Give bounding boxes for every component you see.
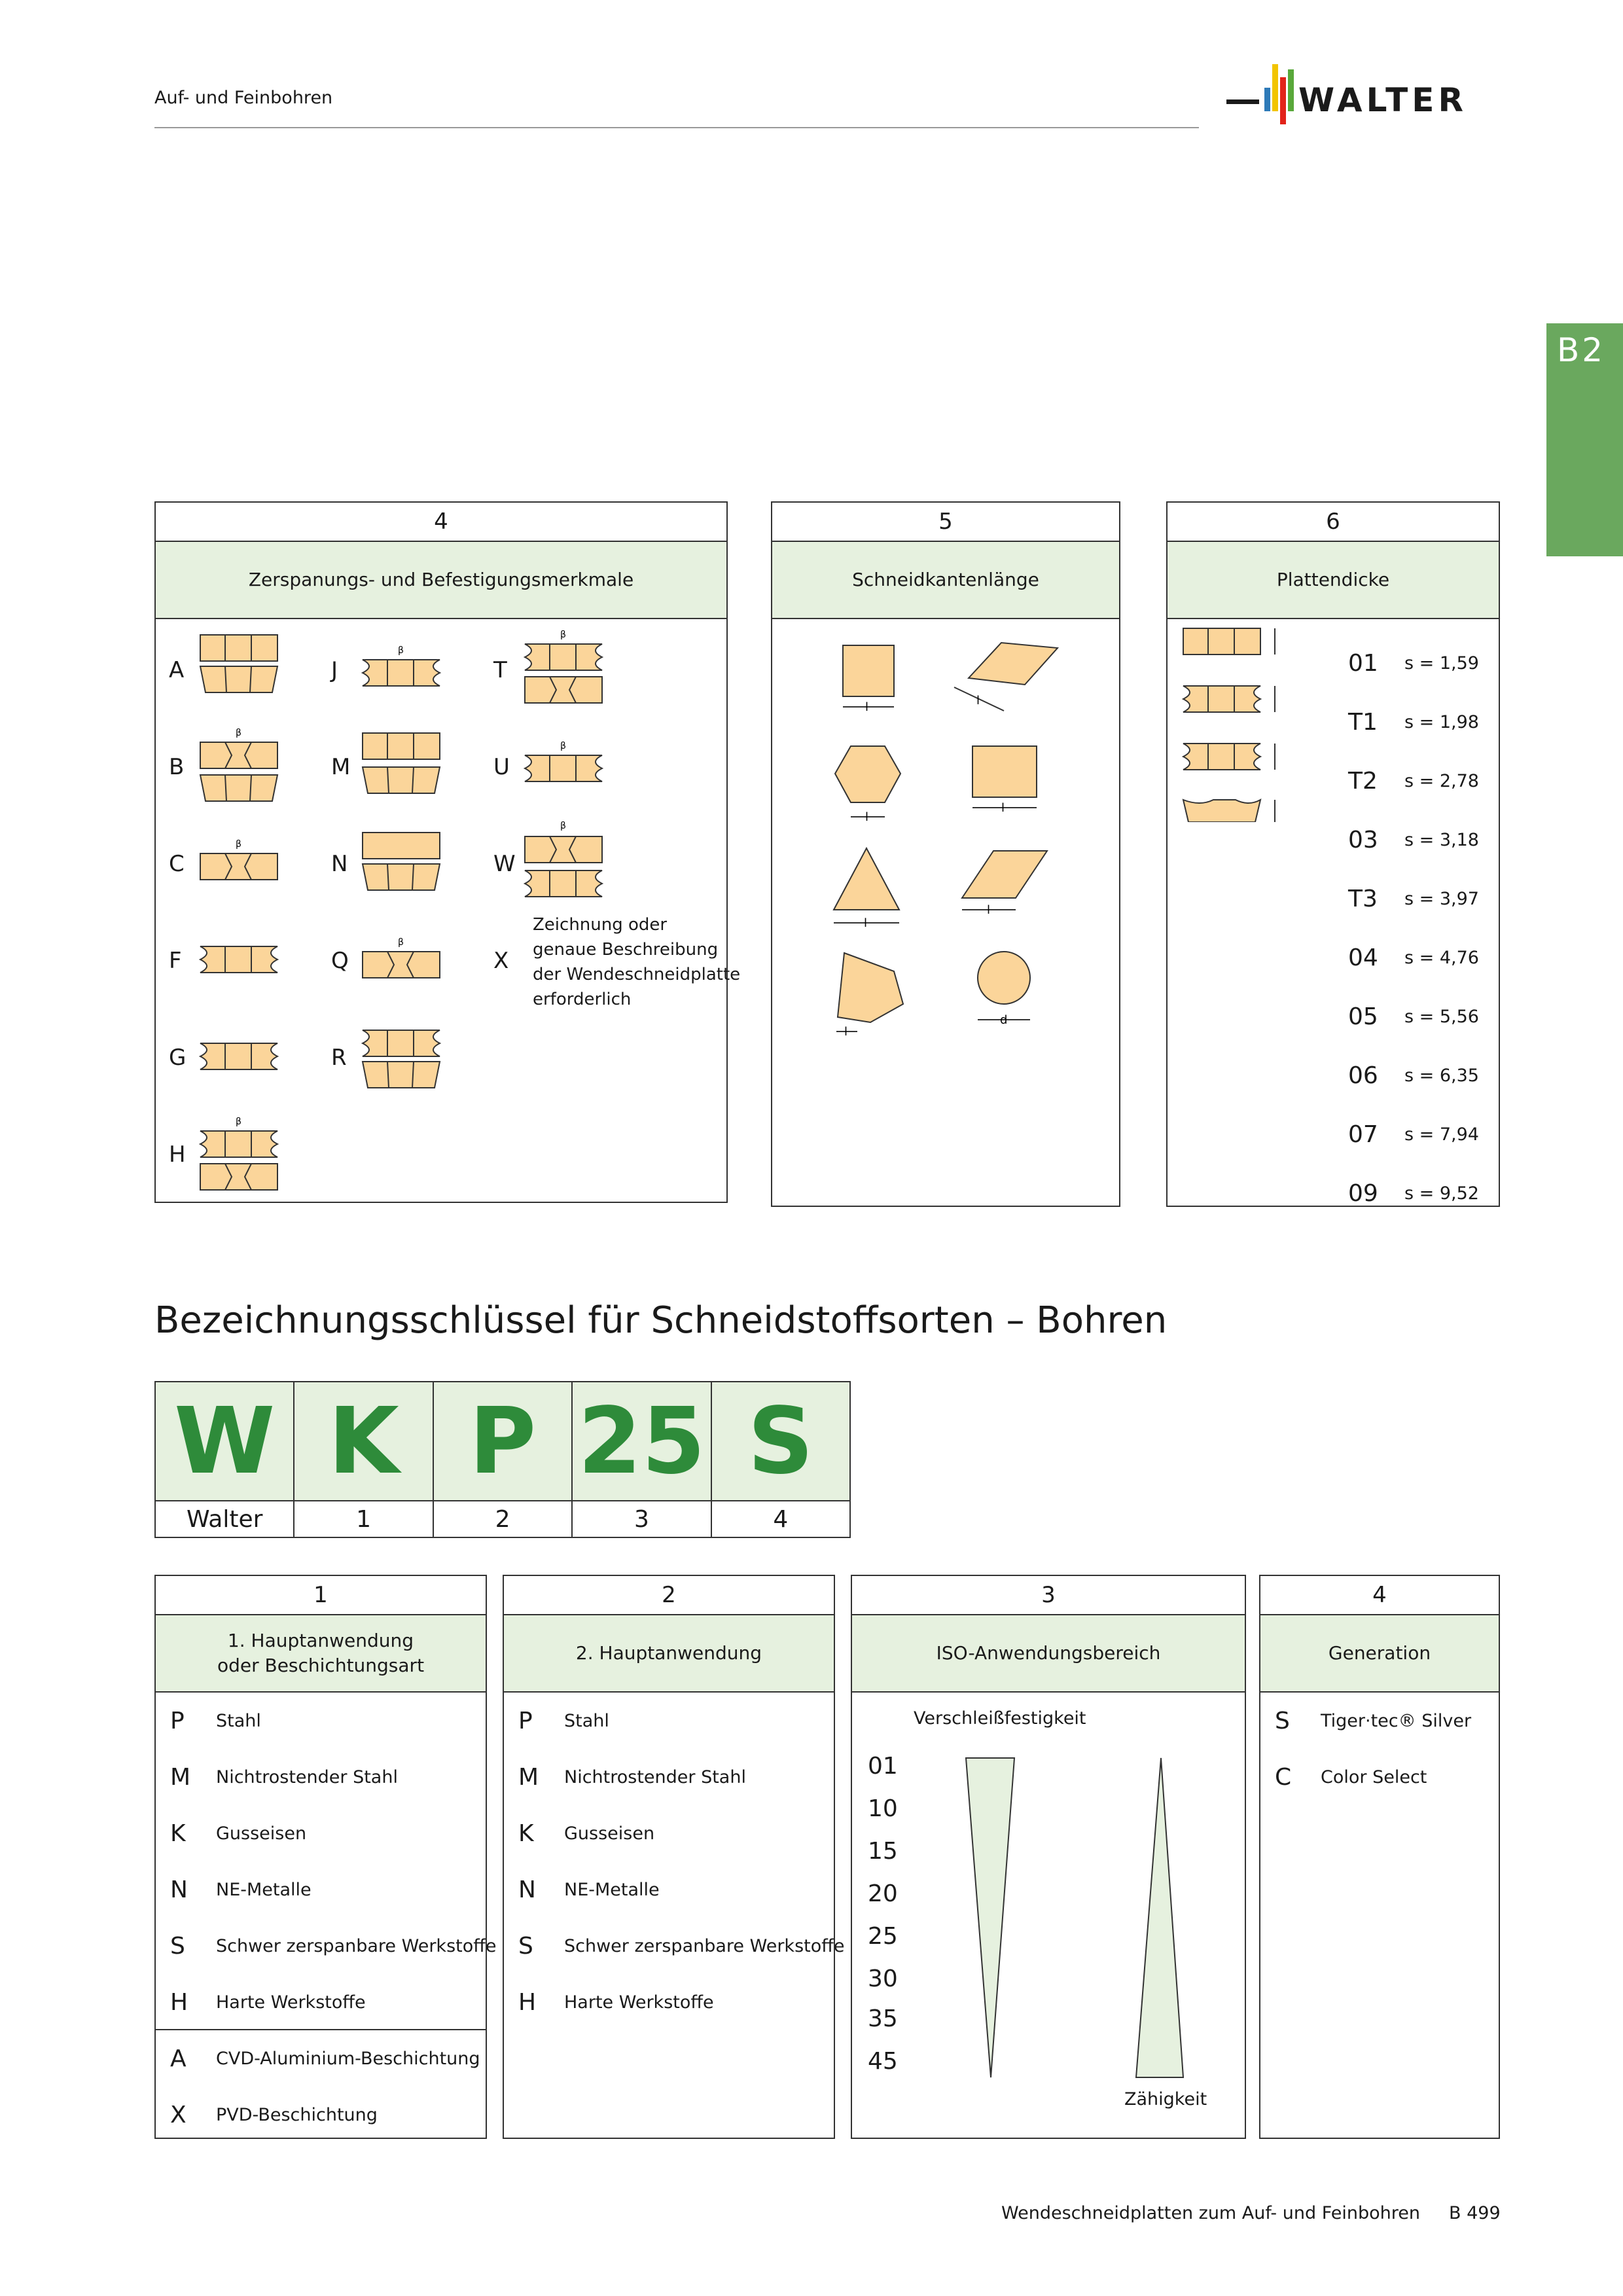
- table-4-number: 4: [156, 503, 726, 542]
- d4-list: [1275, 1693, 1471, 1805]
- feature-letter-n: N: [331, 851, 348, 877]
- svg-text:β: β: [236, 728, 241, 738]
- walter-logo: [1226, 60, 1501, 132]
- thickness-row: 06 s = 6,35: [1348, 1062, 1479, 1089]
- section-title: Bezeichnungsschlüssel für Schneidstoffsorten – Bohren: [154, 1299, 1168, 1342]
- list-item: N NE-Metalle: [170, 1876, 312, 1903]
- thickness-insert-icons: [1181, 626, 1292, 822]
- table-d4-generation: [1259, 1575, 1500, 2139]
- feature-letter-t: T: [493, 657, 507, 683]
- note-line-4: erforderlich: [533, 990, 632, 1009]
- insert-n-icon: [361, 831, 442, 893]
- feature-letter-w: W: [493, 851, 516, 877]
- insert-u-icon: [524, 740, 605, 785]
- toughness-wedge: [1136, 1758, 1183, 2077]
- d3-title: ISO-Anwendungsbereich: [852, 1615, 1245, 1693]
- d1-title-line-2: oder Beschichtungsart: [217, 1655, 425, 1676]
- thickness-list: [1348, 634, 1479, 1223]
- list-item: H Harte Werkstoffe: [170, 1988, 366, 2016]
- svg-text:β: β: [236, 839, 241, 850]
- insert-t-icon: [524, 628, 605, 706]
- list-item: N NE-Metalle: [518, 1876, 660, 1903]
- key-cell-1: K: [294, 1382, 433, 1500]
- svg-text:β: β: [398, 645, 404, 656]
- insert-a-icon: [199, 634, 280, 695]
- svg-text:l: l: [976, 694, 980, 708]
- svg-text:l: l: [865, 810, 869, 824]
- list-item: S Tiger·tec® Silver: [1275, 1707, 1472, 1734]
- round-insert-icon: [969, 949, 1047, 1041]
- svg-text:d: d: [1000, 1013, 1008, 1027]
- thickness-row: T2 s = 2,78: [1348, 767, 1479, 795]
- thickness-row: T3 s = 3,97: [1348, 885, 1479, 912]
- thickness-row: T1 s = 1,98: [1348, 708, 1479, 736]
- insert-q-icon: [361, 936, 442, 982]
- d3-value: 35: [868, 2005, 898, 2032]
- key-label-2: 2: [434, 1501, 573, 1538]
- d1-list: [170, 1693, 496, 2143]
- square-insert-icon: [831, 641, 903, 720]
- list-item: P Stahl: [518, 1707, 609, 1734]
- feature-letter-f: F: [169, 948, 182, 974]
- list-item: H Harte Werkstoffe: [518, 1988, 714, 2016]
- d3-value: 25: [868, 1923, 898, 1950]
- thickness-row: 09 s = 9,52: [1348, 1179, 1479, 1207]
- d3-wedge-diagram: [962, 1754, 1191, 2081]
- feature-letter-q: Q: [331, 948, 349, 974]
- pentagon-insert-icon: [831, 949, 910, 1041]
- d3-toughness-label: Zähigkeit: [1124, 2089, 1207, 2109]
- insert-j-icon: [361, 644, 442, 690]
- note-line-1: Zeichnung oder: [533, 915, 668, 935]
- d3-value: 45: [868, 2048, 898, 2075]
- svg-text:l: l: [864, 916, 868, 930]
- page-header-title: Auf- und Feinbohren: [154, 88, 333, 108]
- list-item: S Schwer zerspanbare Werkstoffe: [518, 1932, 845, 1960]
- feature-letter-u: U: [493, 754, 510, 780]
- list-item: C Color Select: [1275, 1763, 1427, 1791]
- d3-number: 3: [852, 1576, 1245, 1615]
- key-label-brand: Walter: [156, 1501, 294, 1538]
- d2-list: [518, 1693, 844, 2030]
- svg-text:β: β: [236, 1117, 241, 1127]
- thickness-row: 04 s = 4,76: [1348, 944, 1479, 971]
- hexagon-insert-icon: [831, 740, 910, 825]
- feature-letter-c: C: [169, 851, 185, 877]
- key-cell-2: P: [434, 1382, 573, 1500]
- d3-wear-resistance-label: Verschleißfestigkeit: [914, 1708, 1086, 1729]
- svg-text:β: β: [560, 821, 566, 831]
- feature-letter-x: X: [493, 948, 509, 974]
- svg-text:β: β: [560, 630, 566, 640]
- header-rule: [154, 127, 1199, 128]
- d2-title: 2. Hauptanwendung: [504, 1615, 834, 1693]
- table-5-title: Schneidkantenlänge: [772, 542, 1119, 619]
- d3-value: 01: [868, 1753, 898, 1780]
- insert-f-icon: [199, 944, 280, 977]
- feature-x-note: [533, 912, 740, 1012]
- d2-number: 2: [504, 1576, 834, 1615]
- svg-text:l: l: [865, 700, 869, 714]
- feature-letter-b: B: [169, 754, 185, 780]
- key-label-4: 4: [773, 1506, 789, 1533]
- thickness-row: 07 s = 7,94: [1348, 1121, 1479, 1148]
- feature-letter-j: J: [331, 657, 338, 683]
- logo-text: WALTER: [1298, 81, 1467, 119]
- d4-number: 4: [1260, 1576, 1499, 1615]
- note-line-2: genaue Beschreibung: [533, 940, 719, 960]
- insert-b-icon: [199, 726, 280, 804]
- section-tab-label: B2: [1557, 331, 1606, 369]
- designation-key: [154, 1381, 851, 1538]
- triangle-insert-icon: [830, 844, 908, 936]
- table-5-edge-length: [771, 501, 1120, 1207]
- thickness-row: 03 s = 3,18: [1348, 826, 1479, 853]
- list-item: X PVD-Beschichtung: [170, 2101, 378, 2128]
- svg-text:l: l: [844, 1025, 848, 1039]
- d1-title-line-1: 1. Hauptanwendung: [227, 1630, 414, 1651]
- d3-value: 10: [868, 1795, 898, 1822]
- key-cell-brand: W: [156, 1382, 294, 1500]
- list-item: A CVD-Aluminium-Beschichtung: [170, 2045, 480, 2072]
- d4-title: Generation: [1260, 1615, 1499, 1693]
- d3-value: 15: [868, 1838, 898, 1865]
- d1-number: 1: [156, 1576, 486, 1615]
- feature-letter-h: H: [169, 1141, 186, 1168]
- key-label-3: 3: [573, 1501, 711, 1538]
- svg-text:β: β: [398, 937, 404, 948]
- table-6-number: 6: [1168, 503, 1499, 542]
- feature-letter-a: A: [169, 657, 185, 683]
- insert-c-icon: [199, 838, 280, 884]
- feature-letter-r: R: [331, 1045, 347, 1071]
- insert-w-icon: [524, 819, 605, 901]
- list-item: K Gusseisen: [170, 1820, 307, 1847]
- thickness-row: 05 s = 5,56: [1348, 1003, 1479, 1030]
- square-insert-2-icon: [966, 741, 1044, 826]
- insert-g-icon: [199, 1041, 280, 1073]
- key-cell-4: S: [747, 1388, 814, 1495]
- note-line-3: der Wendeschneidplatte: [533, 965, 741, 984]
- table-5-number: 5: [772, 503, 1119, 542]
- d3-value: 30: [868, 1965, 898, 1992]
- svg-text:l: l: [987, 903, 991, 917]
- wear-resistance-wedge: [966, 1758, 1014, 2077]
- list-item: M Nichtrostender Stahl: [170, 1763, 398, 1791]
- table-6-title: Plattendicke: [1168, 542, 1499, 619]
- table-4-title: Zerspanungs- und Befestigungsmerkmale: [156, 542, 726, 619]
- list-item: K Gusseisen: [518, 1820, 655, 1847]
- list-item: P Stahl: [170, 1707, 261, 1734]
- d1-title: [156, 1615, 486, 1693]
- section-tab[interactable]: [1546, 323, 1623, 556]
- list-item: S Schwer zerspanbare Werkstoffe: [170, 1932, 497, 1960]
- insert-h-icon: [199, 1115, 280, 1193]
- insert-m-icon: [361, 732, 442, 796]
- key-cell-3: 25: [573, 1382, 711, 1500]
- feature-letter-g: G: [169, 1045, 187, 1071]
- parallelogram-insert-icon: [955, 847, 1054, 925]
- thickness-row: 01 s = 1,59: [1348, 649, 1479, 677]
- feature-letter-m: M: [331, 754, 351, 780]
- key-label-1: 1: [294, 1501, 433, 1538]
- svg-text:β: β: [560, 741, 566, 751]
- list-item: M Nichtrostender Stahl: [518, 1763, 746, 1791]
- svg-text:l: l: [1001, 801, 1005, 815]
- footer-page-number: B 499: [1449, 2203, 1501, 2223]
- insert-r-icon: [361, 1029, 442, 1090]
- footer-text: Wendeschneidplatten zum Auf- und Feinbohren: [1001, 2203, 1420, 2223]
- d3-value: 20: [868, 1880, 898, 1907]
- rhombic-insert-icon: [949, 639, 1067, 717]
